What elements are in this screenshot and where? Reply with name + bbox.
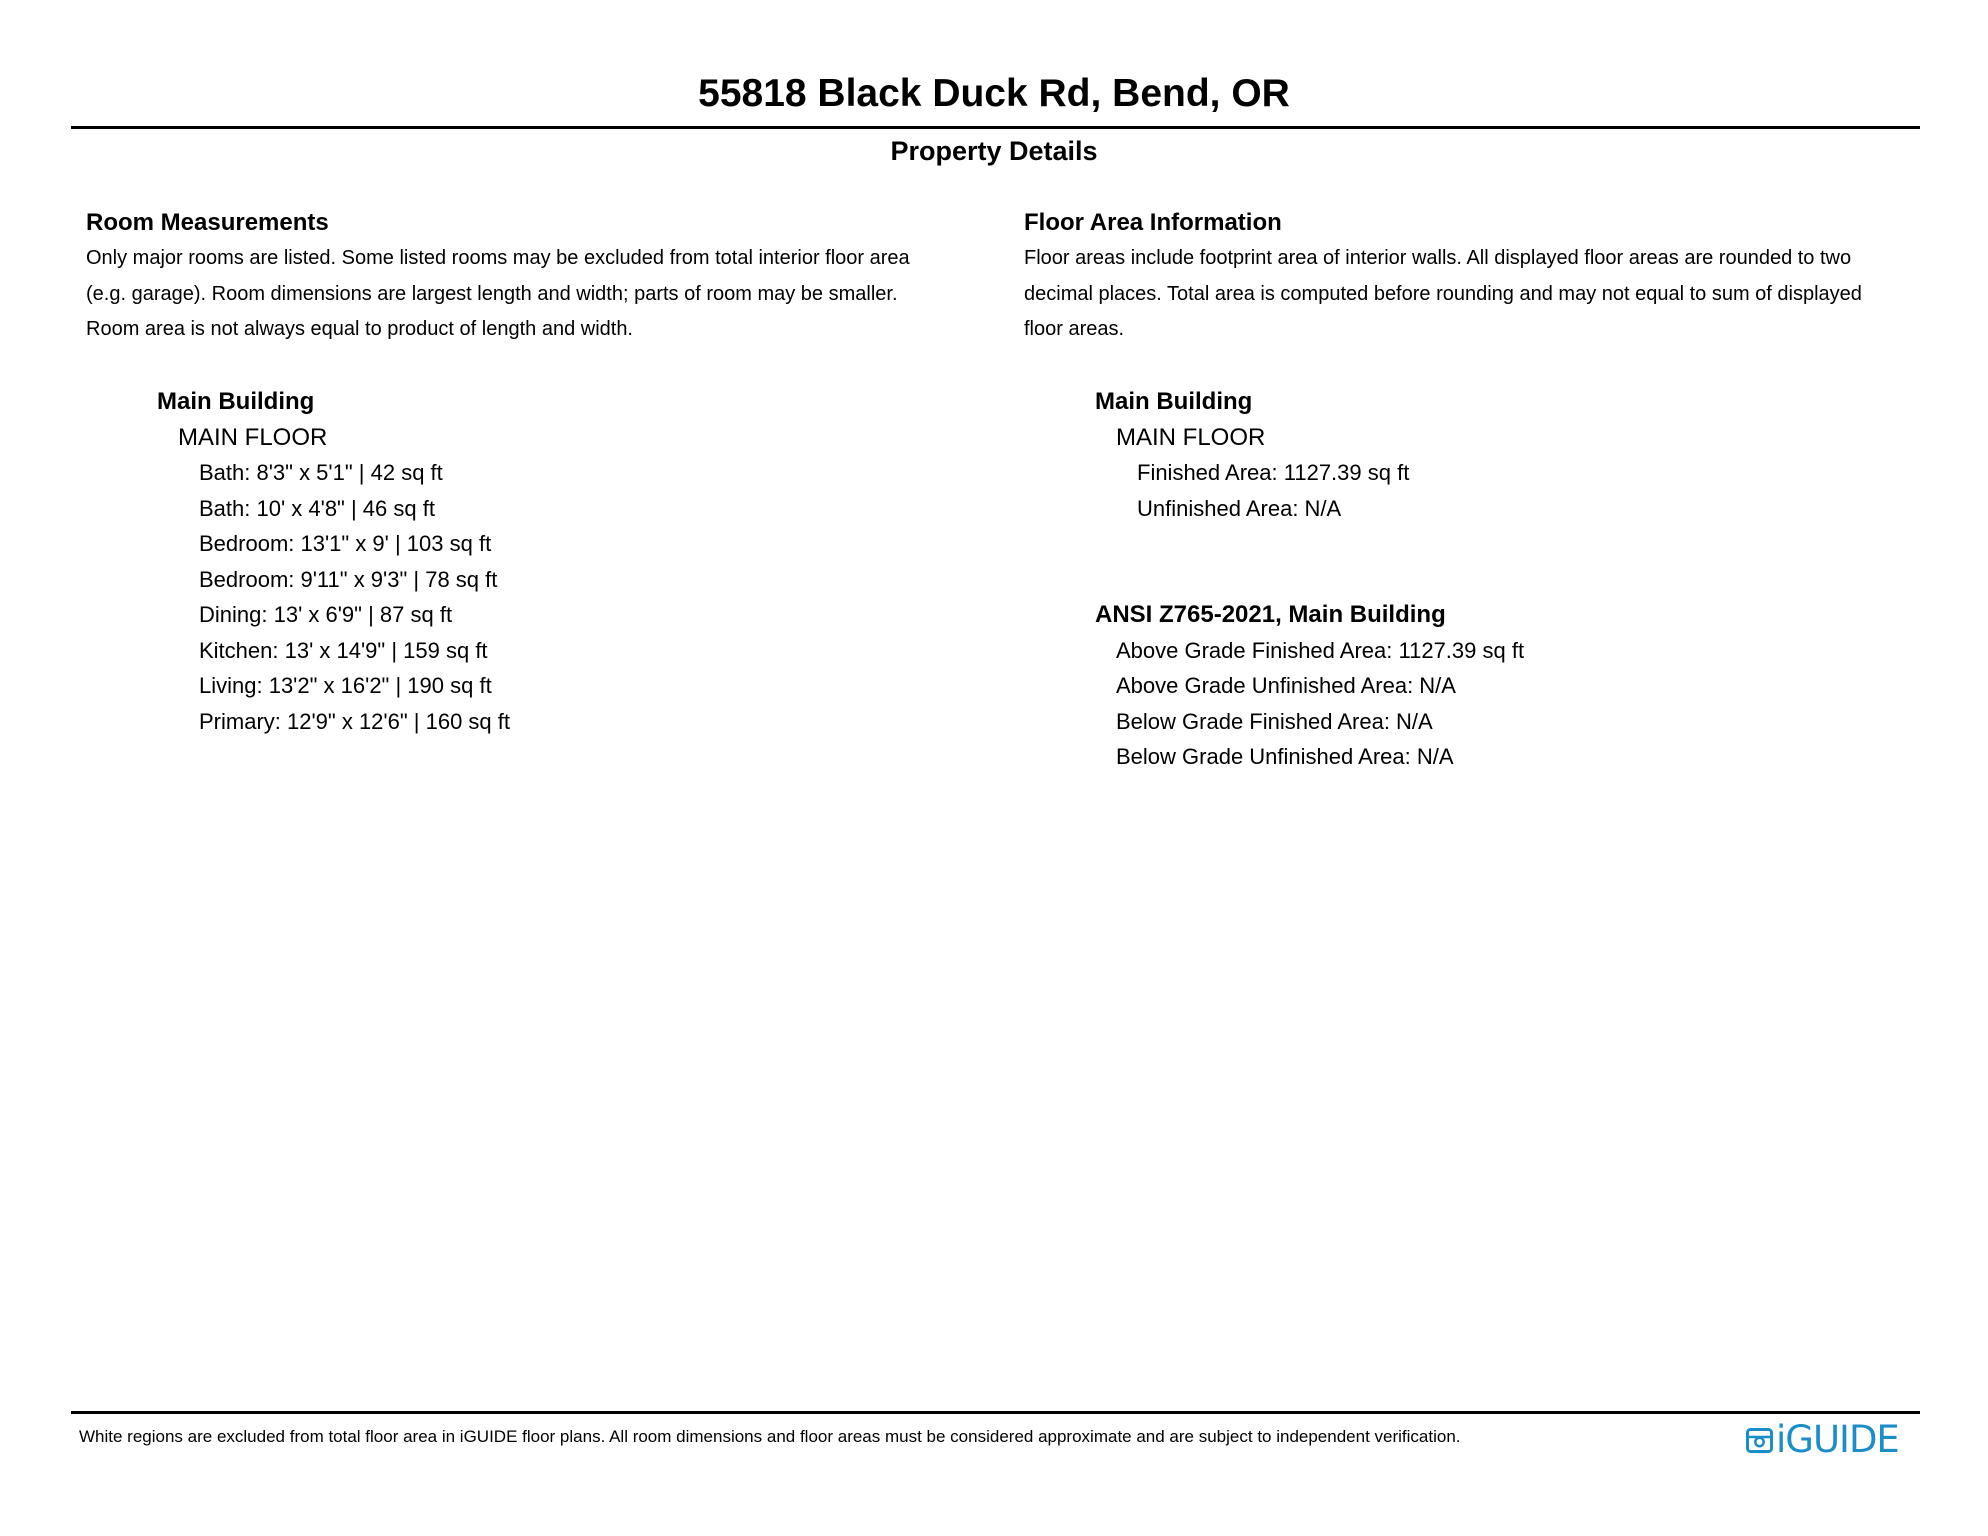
- ansi-block: [1095, 597, 1524, 775]
- ansi-item: Below Grade Finished Area: N/A: [1116, 708, 1433, 734]
- floor-area-note: Floor areas include footprint area of interior walls. All displayed floor areas are rounded to two decimal places. Total area is computed before rounding and may not equal to sum of displayed floor areas.: [1024, 247, 1862, 340]
- ansi-item: Below Grade Unfinished Area: N/A: [1116, 744, 1454, 769]
- floor-area-building-heading: Main Building: [1095, 388, 1253, 415]
- footer-divider: [71, 1411, 1920, 1414]
- footer-disclaimer: White regions are excluded from total floor area in iGUIDE floor plans. All room dimensions and floor areas must be considered approximate and are subject to independent verification.: [79, 1427, 1461, 1446]
- room-measurements-note: Only major rooms are listed. Some listed rooms may be excluded from total interior floor area (e.g. garage). Room dimensions are largest length and width; parts of room may be smaller. Room area is not always equal to product of length and width.: [86, 247, 910, 340]
- floor-area-section: [1024, 207, 1944, 348]
- room-item: Bath: 10' x 4'8" | 46 sq ft: [199, 495, 435, 521]
- room-floor-label: MAIN FLOOR: [178, 423, 328, 451]
- room-item: Bath: 8'3" x 5'1" | 42 sq ft: [199, 460, 443, 485]
- floor-area-item: Finished Area: 1127.39 sq ft: [1137, 460, 1410, 485]
- room-item: Primary: 12'9" x 12'6" | 160 sq ft: [199, 708, 510, 734]
- room-measurements-section: [86, 207, 986, 348]
- ansi-item: Above Grade Finished Area: 1127.39 sq ft: [1116, 637, 1525, 663]
- camera-icon: [1746, 1426, 1773, 1454]
- ansi-heading: ANSI Z765-2021, Main Building: [1095, 601, 1446, 628]
- room-item: Bedroom: 9'11" x 9'3" | 78 sq ft: [199, 566, 498, 592]
- room-item: Living: 13'2" x 16'2" | 190 sq ft: [199, 673, 492, 698]
- room-item: Kitchen: 13' x 14'9" | 159 sq ft: [199, 637, 488, 663]
- floor-area-item: Unfinished Area: N/A: [1137, 495, 1342, 521]
- room-list-block: [157, 384, 510, 739]
- page-subtitle: Property Details: [890, 136, 1098, 166]
- room-measurements-heading: Room Measurements: [86, 209, 329, 236]
- logo-text: iGUIDE: [1776, 1418, 1899, 1461]
- floor-area-heading: Floor Area Information: [1024, 209, 1282, 236]
- iguide-logo: [1746, 1418, 1899, 1462]
- page-title: 55818 Black Duck Rd, Bend, OR: [698, 72, 1290, 115]
- ansi-item: Above Grade Unfinished Area: N/A: [1116, 673, 1456, 698]
- room-item: Bedroom: 13'1" x 9' | 103 sq ft: [199, 531, 492, 556]
- room-item: Dining: 13' x 6'9" | 87 sq ft: [199, 602, 453, 627]
- floor-area-block: [1095, 384, 1409, 526]
- room-building-heading: Main Building: [157, 388, 315, 415]
- header-divider: [71, 126, 1920, 129]
- floor-area-floor-label: MAIN FLOOR: [1116, 423, 1266, 451]
